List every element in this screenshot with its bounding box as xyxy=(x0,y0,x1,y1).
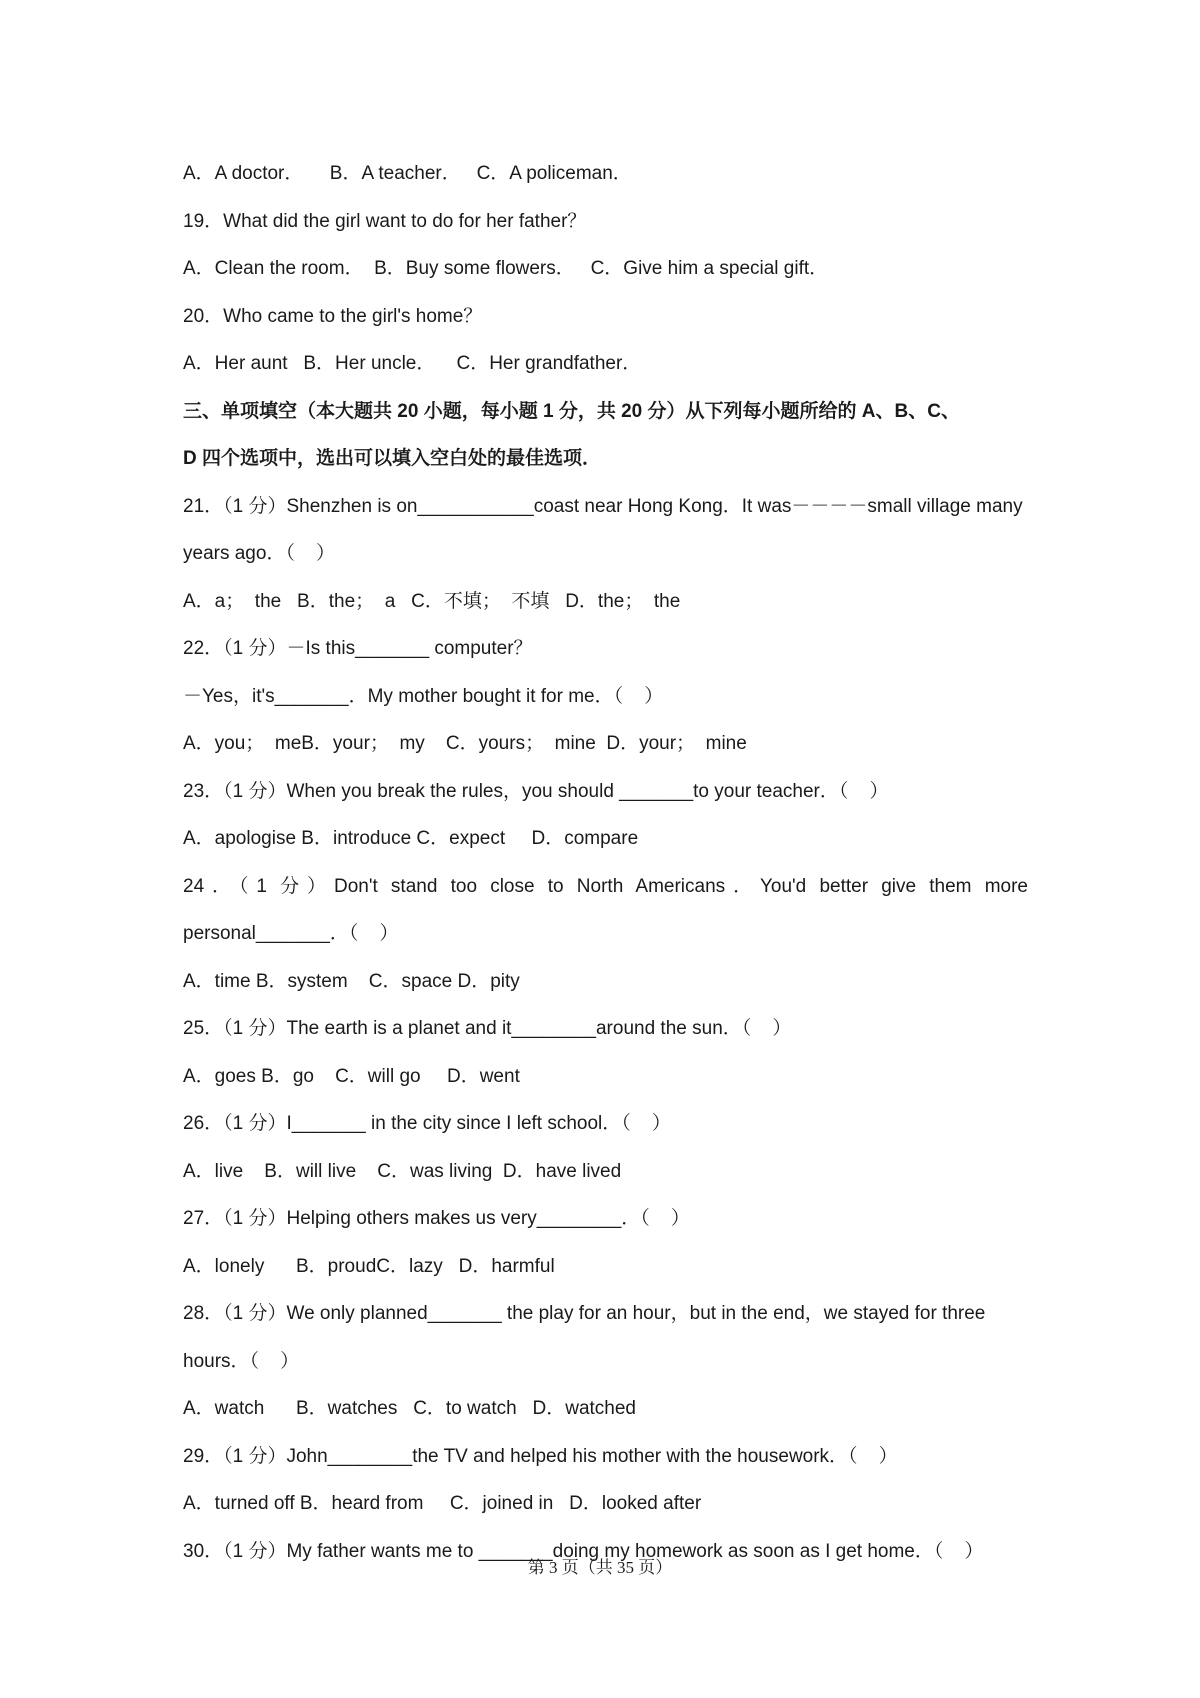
question-24-cont: personal_______．（ ） xyxy=(183,923,399,944)
question-29: 29．（1 分）John________the TV and helped his mother with the housework．（ ） xyxy=(183,1445,898,1467)
section-heading-cont: D 四个选项中，选出可以填入空白处的最佳选项． xyxy=(183,448,602,469)
question-28: 28．（1 分）We only planned_______ the play for an hour，but in the end，we stayed for three xyxy=(183,1303,986,1324)
page-footer: 第 3 页（共 35 页） xyxy=(527,1558,673,1577)
answer-options-23: A．apologise B．introduce C．expect D．compare xyxy=(183,828,639,849)
question-25: 25．（1 分）The earth is a planet and it________around the sun．（ ） xyxy=(183,1018,792,1039)
document-body xyxy=(183,150,1028,1575)
answer-options-22: A．you； meB．your； my C．yours； mine D．your； mine xyxy=(183,733,747,754)
answer-options-25: A．goes B．go C．will go D．went xyxy=(183,1065,520,1087)
question-26: 26．（1 分）I_______ in the city since I left school．（ ） xyxy=(183,1113,671,1134)
answer-options-28: A．watch B．watches C．to watch D．watched xyxy=(183,1398,636,1419)
question-30: 30．（1 分）My father wants me to _______doing my homework as soon as I get home．（ ） xyxy=(183,1540,984,1562)
question-21: 21．（1 分）Shenzhen is on___________coast near Hong Kong．It was－－－－small village many xyxy=(183,495,1023,517)
question-23: 23．（1 分）When you break the rules，you should _______to your teacher．（ ） xyxy=(183,780,889,802)
answer-options-20: A．Her aunt B．Her uncle． C．Her grandfather． xyxy=(183,353,642,374)
question-21-cont: years ago．（ ） xyxy=(183,543,336,564)
answer-options-27: A．lonely B．proudC．lazy D．harmful xyxy=(183,1255,555,1277)
question-19: 19．What did the girl want to do for her father？ xyxy=(183,210,587,232)
question-20: 20．Who came to the girl's home？ xyxy=(183,305,483,327)
answer-options-26: A．live B．will live C．was living D．have lived xyxy=(183,1160,622,1182)
question-27: 27．（1 分）Helping others makes us very________．（ ） xyxy=(183,1208,690,1229)
question-22: 22．（1 分）－Is this_______ computer？ xyxy=(183,638,533,659)
question-28-cont: hours．（ ） xyxy=(183,1350,300,1372)
answer-options-24: A．time B．system C．space D．pity xyxy=(183,970,520,992)
question-24: 24．（1 分）Don't stand too close to North Americans．You'd better give them more xyxy=(183,875,1028,897)
section-heading: 三、单项填空（本大题共 20 小题，每小题 1 分，共 20 分）从下列每小题所给的 A、B、C、 xyxy=(183,400,960,422)
question-22-cont: －Yes，it's_______．My mother bought it for me．（ ） xyxy=(183,685,664,707)
answer-options-21: A．a； the B．the； a C．不填； 不填 D．the； the xyxy=(183,590,681,612)
answer-options-18: A．A doctor． B．A teacher． C．A policeman． xyxy=(183,163,632,184)
answer-options-19: A．Clean the room． B．Buy some flowers． C．Give him a special gift． xyxy=(183,258,829,279)
answer-options-29: A．turned off B．heard from C．joined in D．looked after xyxy=(183,1493,702,1514)
